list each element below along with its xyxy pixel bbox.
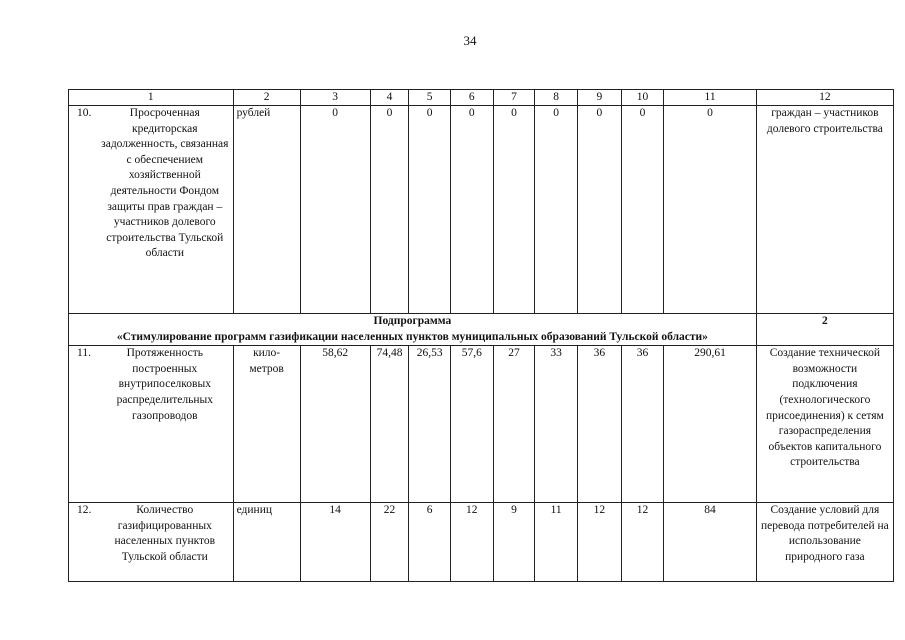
column-header: 10 [621,90,664,106]
indicator-name: Протяженность построенных внутрипоселковых распределительных газопроводов [116,347,213,422]
value-cell: 0 [300,106,370,314]
value-cell: 58,62 [300,346,370,503]
column-header: 8 [535,90,578,106]
indicator-cell [69,503,234,582]
indicator-name: Количество газифицированных населенных пунктов Тульской области [114,504,216,563]
value-cell: 22 [370,503,409,582]
value-cell: 33 [535,346,578,503]
value-cell: 290,61 [664,346,756,503]
value-cell: 0 [450,106,493,314]
column-header: 5 [409,90,451,106]
column-header: 9 [577,90,621,106]
indicators-table [68,89,894,582]
unit-cell: единиц [233,503,300,582]
value-cell: 6 [409,503,451,582]
value-cell: 74,48 [370,346,409,503]
value-cell: 12 [450,503,493,582]
row-number: 11. [77,347,91,360]
indicator-cell [69,346,234,503]
value-cell: 0 [664,106,756,314]
value-cell: 9 [493,503,535,582]
value-cell: 36 [621,346,664,503]
column-header: 7 [493,90,535,106]
value-cell: 0 [409,106,451,314]
column-header: 1 [69,90,234,106]
column-header: 6 [450,90,493,106]
value-cell: 26,53 [409,346,451,503]
column-header: 4 [370,90,409,106]
value-cell: 0 [621,106,664,314]
row-number: 10. [77,107,92,119]
value-cell: 84 [664,503,756,582]
value-cell: 12 [577,503,621,582]
value-cell: 36 [577,346,621,503]
value-cell: 11 [535,503,578,582]
subprogram-title: Подпрограмма [373,315,452,327]
unit-cell: рублей [233,106,300,314]
table-header-row [69,90,894,106]
subprogram-name: «Стимулирование программ газификации населенных пунктов муниципальных образований Тульской области» [116,330,708,343]
value-cell: 27 [493,346,535,503]
value-cell: 12 [621,503,664,582]
note-cell: Создание условий для перевода потребителей на использование природного газа [756,503,893,582]
note-cell: Создание технической возможности подключения (технологического присоединения) к сетям газораспределения объектов капитального строительства [756,346,893,503]
page-number: 34 [463,33,477,48]
value-cell: 0 [577,106,621,314]
unit-cell: кило-метров [233,346,300,503]
indicator-cell [69,106,234,314]
value-cell: 14 [300,503,370,582]
indicator-name: Просроченная кредиторская задолженность, связанная с обеспечением хозяйственной деятельности Фондом защиты прав граждан – участников долевого строительства Тульской области [101,107,229,260]
column-header: 11 [664,90,756,106]
table-row [69,503,894,582]
table-row [69,346,894,503]
column-header: 12 [756,90,893,106]
subprogram-title-cell [69,314,757,346]
subprogram-number: 2 [756,314,893,346]
value-cell: 0 [535,106,578,314]
value-cell: 0 [370,106,409,314]
note-cell: граждан – участников долевого строительства [756,106,893,314]
column-header: 3 [300,90,370,106]
column-header: 2 [233,90,300,106]
value-cell: 0 [493,106,535,314]
subprogram-row [69,314,894,346]
value-cell: 57,6 [450,346,493,503]
row-number: 12. [77,504,92,517]
table-row [69,106,894,314]
